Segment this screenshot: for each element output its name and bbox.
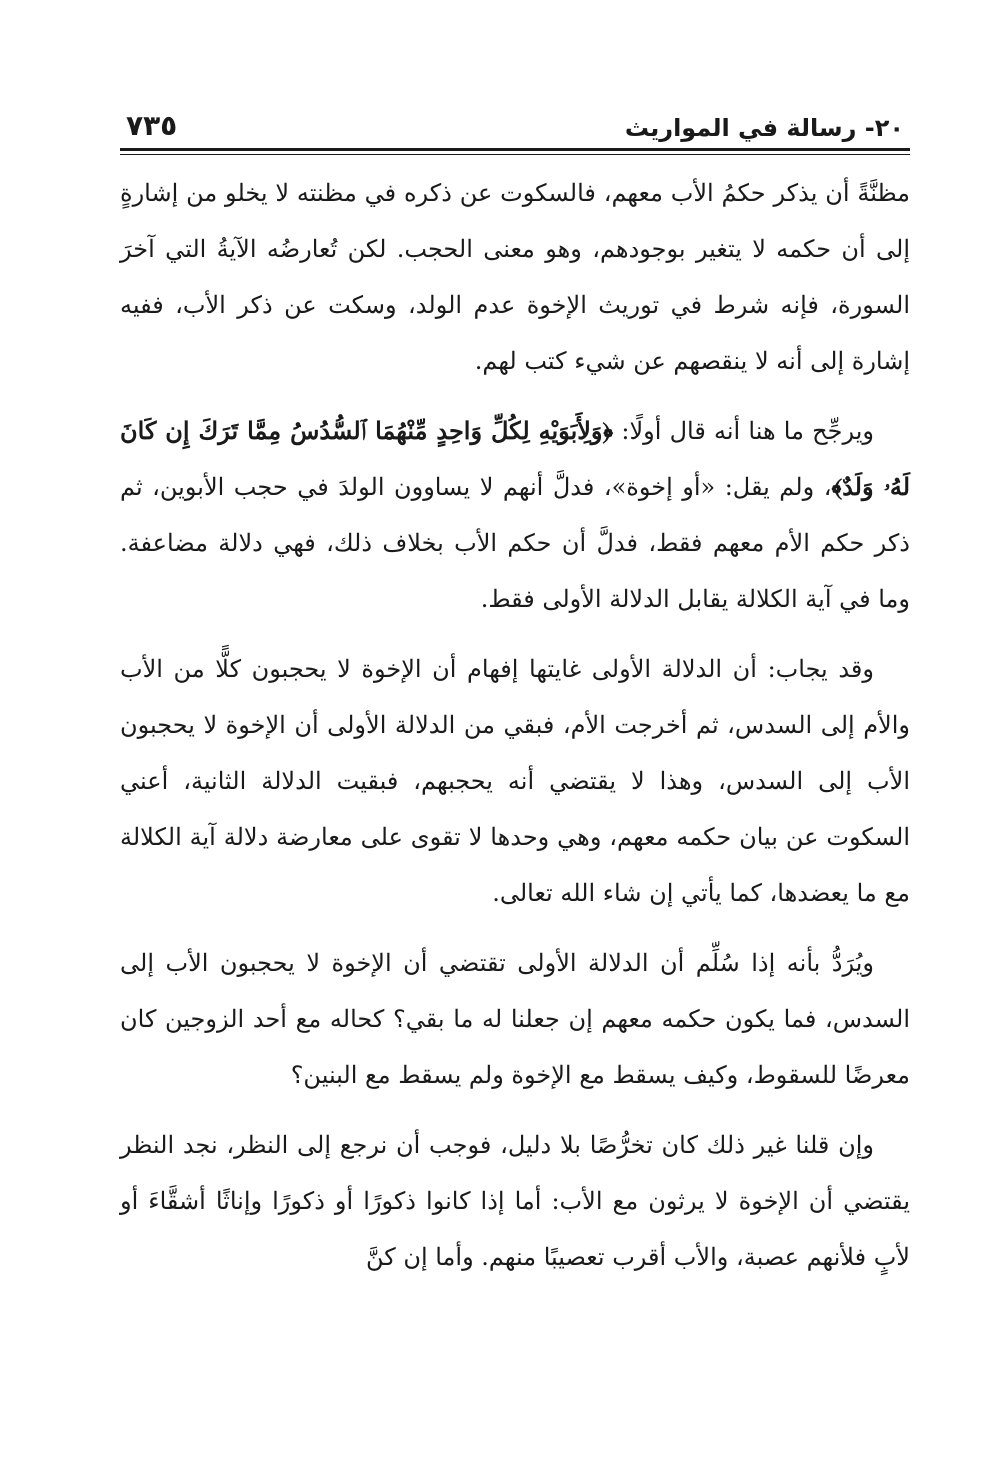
body-text — [120, 165, 910, 1285]
paragraph-5: وإن قلنا غير ذلك كان تخرُّصًا بلا دليل، فوجب أن نرجع إلى النظر، نجد النظر يقتضي أن الإخوة لا يرثون مع الأب: أما إذا كانوا ذكورًا أو ذكورًا وإناثًا أشقَّاءَ أو لأبٍ فلأنهم عصبة، والأب أقرب تعصيبًا منهم. وأما إن كنَّ — [120, 1131, 910, 1271]
book-page — [120, 100, 910, 1299]
paragraph-2-rest: ، ولم يقل: «أو إخوة»، فدلَّ أنهم لا يساوون الولدَ في حجب الأبوين، ثم ذكر حكم الأم معهم فقط، فدلَّ أن حكم الأب بخلاف ذلك، فهي دلالة مضاعفة. وما في آية الكلالة يقابل الدلالة الأولى فقط. — [120, 473, 910, 613]
chapter-title: ٢٠- رسالة في المواريث — [624, 114, 904, 142]
paragraph-3: وقد يجاب: أن الدلالة الأولى غايتها إفهام أن الإخوة لا يحجبون كلًّا من الأب والأم إلى السدس، ثم أخرجت الأم، فبقي من الدلالة الأولى أن الإخوة لا يحجبون الأب إلى السدس، وهذا لا يقتضي أنه يحجبهم، فبقيت الدلالة الثانية، أعني السكوت عن بيان حكمه معهم، وهي وحدها لا تقوى على معارضة دلالة آية الكلالة مع ما يعضدها، كما يأتي إن شاء الله تعالى. — [120, 655, 910, 907]
paragraph-2-intro: ويرجِّح ما هنا أنه قال أولًا: — [613, 417, 874, 445]
quran-verse: ﴿وَلِأَبَوَيْهِ لِكُلِّ وَاحِدٍ مِّنْهُمَا ٱلسُّدُسُ مِمَّا تَرَكَ إِن كَانَ لَهُۥ وَلَدٌ﴾ — [120, 416, 911, 501]
paragraph-4: ويُرَدُّ بأنه إذا سُلِّم أن الدلالة الأولى تقتضي أن الإخوة لا يحجبون الأب إلى السدس، فما يكون حكمه معهم إن جعلنا له ما بقي؟ كحاله مع أحد الزوجين كان معرضًا للسقوط، وكيف يسقط مع الإخوة ولم يسقط مع البنين؟ — [120, 949, 910, 1089]
page-number: ٧٣٥ — [126, 109, 178, 142]
running-header — [120, 100, 910, 146]
paragraph-2 — [120, 403, 910, 627]
header-rule-thin — [120, 154, 910, 155]
paragraph-1: مظنَّةً أن يذكر حكمُ الأب معهم، فالسكوت عن ذكره في مظنته لا يخلو من إشارةٍ إلى أن حكمه لا يتغير بوجودهم، وهو معنى الحجب. لكن تُعارضُه الآيةُ التي آخرَ السورة، فإنه شرط في توريث الإخوة عدم الولد، وسكت عن ذكر الأب، ففيه إشارة إلى أنه لا ينقصهم عن شيء كتب لهم. — [120, 179, 910, 375]
header-rule-thick — [120, 148, 910, 151]
